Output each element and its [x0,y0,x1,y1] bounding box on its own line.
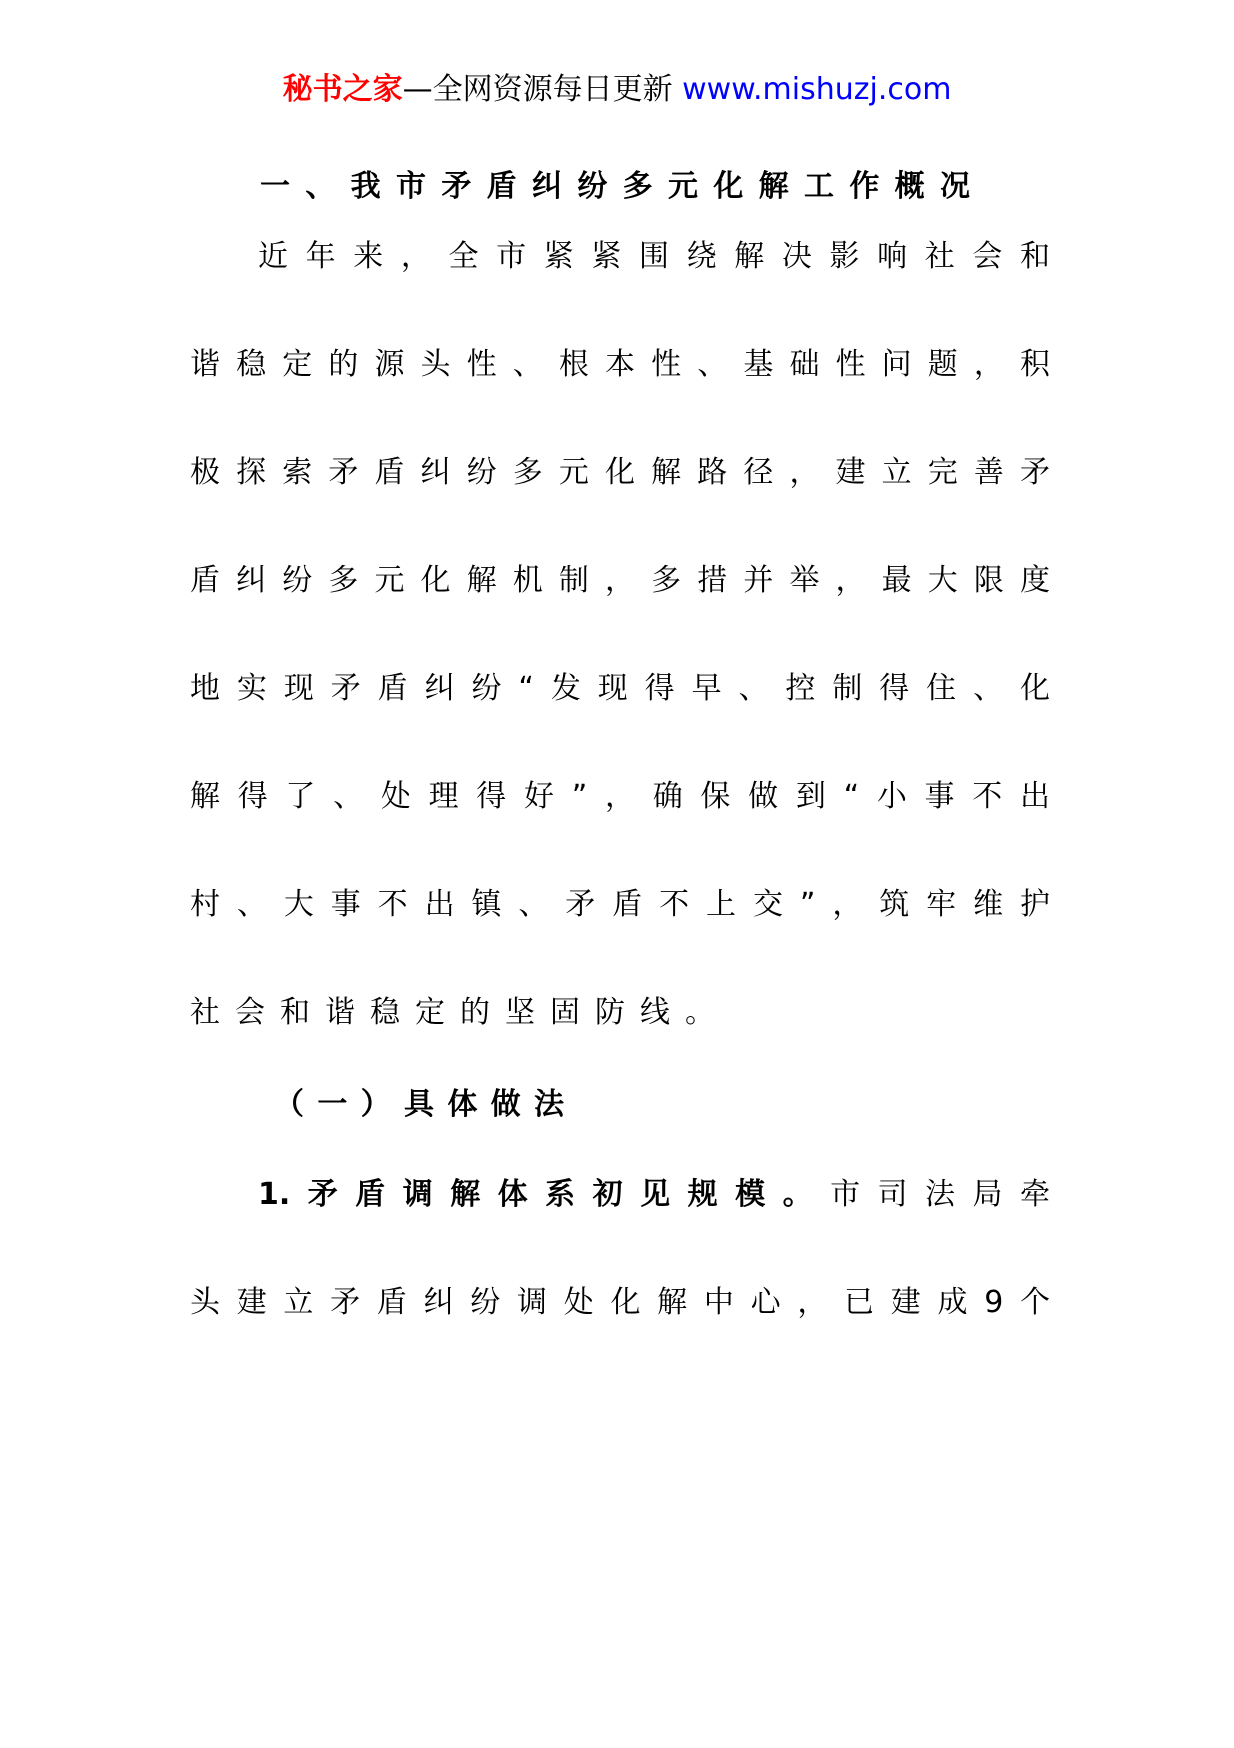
header-tagline: —全网资源每日更新 [402,72,673,107]
paragraph-line: 地实现矛盾纠纷“发现得早、控制得住、化 [190,671,1050,706]
item-line: 头建立矛盾纠纷调处化解中心，已建成9个 [190,1285,1050,1320]
paragraph-line: 极探索矛盾纠纷多元化解路径，建立完善矛 [190,455,1050,490]
section-heading: 一、我市矛盾纠纷多元化解工作概况 [260,169,970,204]
paragraph-line: 盾纠纷多元化解机制，多措并举，最大限度 [190,563,1050,598]
header-url[interactable]: www.mishuzj.com [682,72,952,107]
paragraph-line: 近年来，全市紧紧围绕解决影响社会和 [258,239,1050,274]
subheading: （一）具体做法 [274,1087,564,1122]
item-first-line [258,1173,1050,1217]
item-lead: 1.矛盾调解体系初见规模。 [258,1177,831,1212]
page-header [0,68,1234,112]
paragraph-line: 解得了、处理得好”，确保做到“小事不出 [190,779,1050,814]
paragraph-line: 谐稳定的源头性、根本性、基础性问题，积 [190,347,1050,382]
header-brand: 秘书之家 [282,72,403,107]
paragraph-line: 社会和谐稳定的坚固防线。 [190,995,715,1030]
item-text: 市司法局牵 [830,1177,1050,1212]
paragraph-line: 村、大事不出镇、矛盾不上交”，筑牢维护 [190,887,1050,922]
